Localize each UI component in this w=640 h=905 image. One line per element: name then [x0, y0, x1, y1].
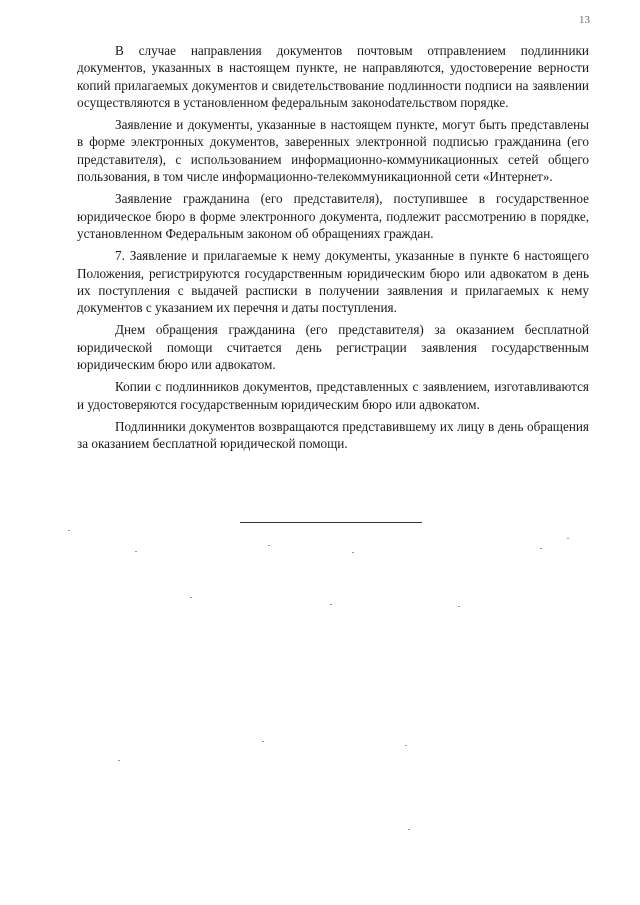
paragraph-electronic-application: Заявление гражданина (его представителя), поступившее в государственное юридическое бюро в форме электронного документа, подлежит рассмотрению в порядке, установленном Федеральным законом об обращениях граждан.: [77, 191, 589, 241]
scan-speck: [268, 545, 270, 546]
paragraph-registration: 7. Заявление и прилагаемые к нему документы, указанные в пункте 6 настоящего Положения, регистрируются государственным юридическим бюро или адвокатом в день их поступления с выдачей расписки в получении заявления и прилагаемых к нему документов с указанием их перечня и даты поступления.: [77, 248, 589, 316]
scan-speck: [567, 538, 569, 539]
paragraph-copies: Копии с подлинников документов, представленных с заявлением, изготавливаются и удостоверяются государственным юридическим бюро или адвокатом.: [77, 379, 589, 412]
scan-speck: [540, 548, 542, 549]
scan-speck: [330, 604, 332, 605]
paragraph-postal-submission: В случае направления документов почтовым отправлением подлинники документов, указанных в настоящем пункте, не направляются, удостоверение верности копий прилагаемых документов и свидетельствование подлинности подписи на заявлении осуществляются в установленном федеральным законоdательством порядке.: [77, 43, 589, 110]
paragraph-application-day: Днем обращения гражданина (его представителя) за оказанием бесплатной юридической помощи считается день регистрации заявления государственным юридическим бюро или адвокатом.: [77, 322, 589, 373]
paragraph-originals-returned: Подлинники документов возвращаются представившему их лицу в день обращения за оказанием бесплатной юридической помощи.: [77, 418, 589, 452]
scan-speck: [68, 530, 70, 531]
paragraph-electronic-documents: Заявление и документы, указанные в настоящем пункте, могут быть представлены в форме электронных документов, заверенных электронной подписью гражданина (его представителя), с использованием информационно-коммуникационных сетей общего пользования, в том числе информационно-телекоммуникационной сети «Интернет».: [77, 117, 589, 185]
scan-speck: [408, 829, 410, 830]
document-body: [77, 42, 589, 453]
scan-speck: [458, 606, 460, 607]
scan-speck: [135, 551, 137, 552]
scan-speck: [262, 741, 264, 742]
scan-speck: [352, 552, 354, 553]
scan-speck: [118, 760, 120, 761]
scan-speck: [190, 597, 192, 598]
scan-speck: [405, 745, 407, 746]
end-of-text-rule: [240, 522, 422, 523]
page-number: 13: [579, 14, 590, 26]
